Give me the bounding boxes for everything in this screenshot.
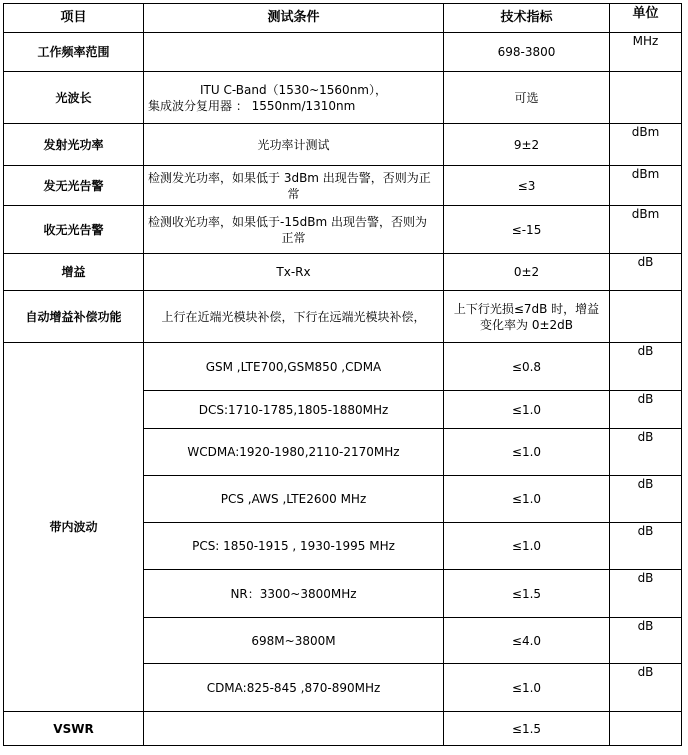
condition-gain: Tx-Rx	[144, 254, 444, 291]
row-freq	[4, 33, 682, 72]
condition-ripple-5: NR：3300~3800MHz	[144, 570, 444, 618]
condition-vswr	[144, 712, 444, 746]
unit-freq: MHz	[610, 33, 682, 72]
spec-ripple-6: ≤4.0	[444, 618, 610, 664]
item-tx-power: 发射光功率	[4, 124, 144, 166]
row-ripple-0	[4, 343, 682, 391]
condition-tx-alarm	[144, 166, 444, 206]
header-unit: 单位	[610, 4, 682, 33]
spec-tx-power: 9±2	[444, 124, 610, 166]
spec-vswr: ≤1.5	[444, 712, 610, 746]
spec-ripple-2: ≤1.0	[444, 429, 610, 476]
spec-agc-line2: 变化率为 0±2dB	[480, 317, 573, 332]
condition-tx-power: 光功率计测试	[144, 124, 444, 166]
unit-ripple-2: dB	[610, 429, 682, 476]
spec-wavelength: 可选	[444, 72, 610, 124]
item-agc: 自动增益补偿功能	[4, 291, 144, 343]
unit-rx-alarm: dBm	[610, 206, 682, 254]
condition-ripple-6: 698M~3800M	[144, 618, 444, 664]
unit-ripple-1: dB	[610, 391, 682, 429]
row-gain	[4, 254, 682, 291]
row-vswr	[4, 712, 682, 746]
spec-agc-line1: 上下行光损≤7dB 时，增益	[453, 301, 600, 316]
condition-rx-alarm	[144, 206, 444, 254]
condition-wavelength-line2: 集成波分复用器 ： 1550nm/1310nm	[148, 98, 356, 113]
item-ripple: 带内波动	[4, 343, 144, 712]
spec-ripple-7: ≤1.0	[444, 664, 610, 712]
spec-ripple-1: ≤1.0	[444, 391, 610, 429]
row-agc	[4, 291, 682, 343]
unit-ripple-0: dB	[610, 343, 682, 391]
unit-gain: dB	[610, 254, 682, 291]
spec-agc	[444, 291, 610, 343]
condition-wavelength	[144, 72, 444, 124]
spec-table	[3, 3, 682, 746]
condition-wavelength-line1: ITU C-Band（1530~1560nm），	[200, 82, 387, 97]
row-rx-alarm	[4, 206, 682, 254]
unit-ripple-4: dB	[610, 523, 682, 570]
condition-rx-alarm-line1: 检测收光功率，如果低于-15dBm 出现告警，否则为	[148, 214, 427, 229]
unit-ripple-5: dB	[610, 570, 682, 618]
condition-rx-alarm-line2: 正常	[281, 230, 306, 245]
item-gain: 增益	[4, 254, 144, 291]
spec-gain: 0±2	[444, 254, 610, 291]
row-tx-power	[4, 124, 682, 166]
unit-vswr	[610, 712, 682, 746]
spec-ripple-5: ≤1.5	[444, 570, 610, 618]
condition-tx-alarm-line2: 常	[287, 186, 300, 201]
row-tx-alarm	[4, 166, 682, 206]
condition-ripple-1: DCS:1710-1785,1805-1880MHz	[144, 391, 444, 429]
item-vswr: VSWR	[4, 712, 144, 746]
unit-tx-power: dBm	[610, 124, 682, 166]
row-wavelength	[4, 72, 682, 124]
unit-agc	[610, 291, 682, 343]
condition-ripple-4: PCS: 1850-1915 , 1930-1995 MHz	[144, 523, 444, 570]
spec-tx-alarm: ≤3	[444, 166, 610, 206]
condition-agc: 上行在近端光模块补偿，下行在远端光模块补偿，	[144, 291, 444, 343]
condition-ripple-0: GSM ,LTE700,GSM850 ,CDMA	[144, 343, 444, 391]
condition-ripple-7: CDMA:825-845 ,870-890MHz	[144, 664, 444, 712]
spec-ripple-4: ≤1.0	[444, 523, 610, 570]
condition-tx-alarm-line1: 检测发光功率，如果低于 3dBm 出现告警，否则为正	[148, 170, 431, 185]
item-freq: 工作频率范围	[4, 33, 144, 72]
header-row	[4, 4, 682, 33]
header-condition: 测试条件	[144, 4, 444, 33]
item-tx-alarm: 发无光告警	[4, 166, 144, 206]
header-item: 项目	[4, 4, 144, 33]
item-wavelength: 光波长	[4, 72, 144, 124]
spec-freq: 698-3800	[444, 33, 610, 72]
spec-rx-alarm: ≤-15	[444, 206, 610, 254]
item-rx-alarm: 收无光告警	[4, 206, 144, 254]
unit-ripple-7: dB	[610, 664, 682, 712]
unit-ripple-6: dB	[610, 618, 682, 664]
condition-freq	[144, 33, 444, 72]
unit-tx-alarm: dBm	[610, 166, 682, 206]
spec-ripple-3: ≤1.0	[444, 476, 610, 523]
spec-ripple-0: ≤0.8	[444, 343, 610, 391]
header-spec: 技术指标	[444, 4, 610, 33]
unit-wavelength	[610, 72, 682, 124]
unit-ripple-3: dB	[610, 476, 682, 523]
condition-ripple-2: WCDMA:1920-1980,2110-2170MHz	[144, 429, 444, 476]
condition-ripple-3: PCS ,AWS ,LTE2600 MHz	[144, 476, 444, 523]
